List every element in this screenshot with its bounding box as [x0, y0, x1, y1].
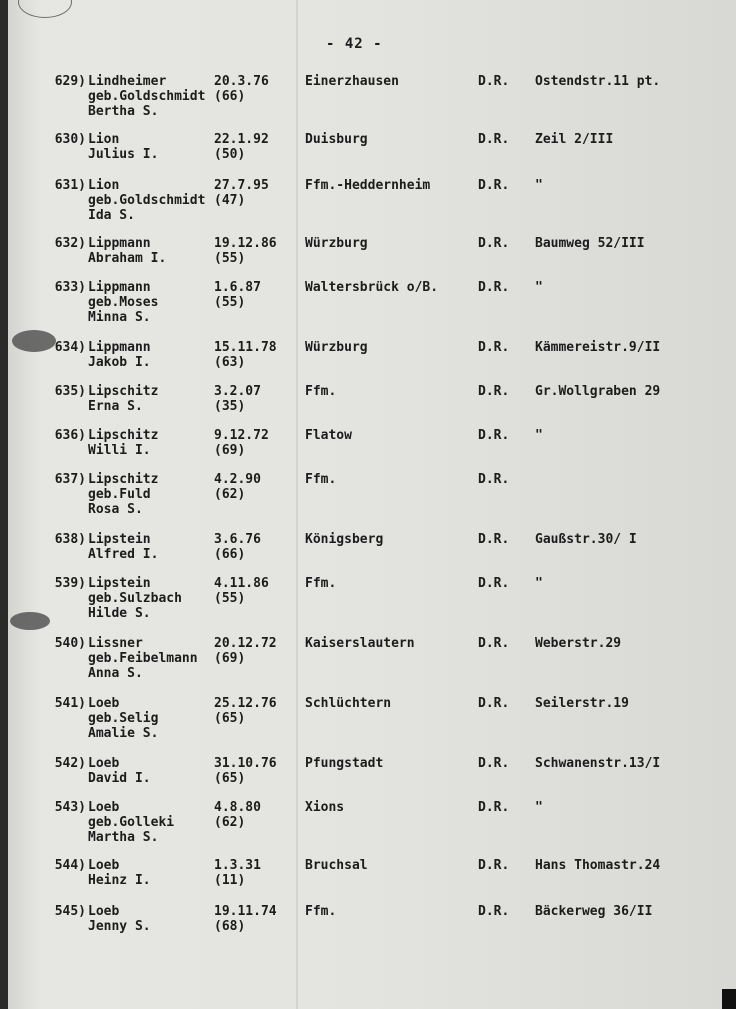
entry-status: D.R. — [478, 178, 510, 193]
entry-number: 637) — [54, 472, 86, 487]
entry-number: 539) — [54, 576, 86, 591]
ink-blot — [10, 612, 50, 630]
entry-birthplace: Ffm. — [305, 576, 337, 591]
entry-birthplace: Xions — [305, 800, 345, 815]
entry-number: 629) — [54, 74, 86, 89]
entry-address: " — [535, 428, 543, 443]
entry-number: 633) — [54, 280, 86, 295]
entry-name: Loeb geb.Selig Amalie S. — [88, 696, 159, 741]
scan-edge-left — [0, 0, 8, 1009]
entry-status: D.R. — [478, 858, 510, 873]
entry-name: Lipschitz Erna S. — [88, 384, 159, 414]
entry-birthdate: 25.12.76 (65) — [214, 696, 277, 726]
entry-status: D.R. — [478, 280, 510, 295]
entry-status: D.R. — [478, 384, 510, 399]
entry-birthdate: 20.3.76 (66) — [214, 74, 269, 104]
entry-address: Gaußstr.30/ I — [535, 532, 637, 547]
entry-status: D.R. — [478, 904, 510, 919]
entry-name: Lippmann geb.Moses Minna S. — [88, 280, 159, 325]
entry-number: 542) — [54, 756, 86, 771]
entry-birthdate: 1.6.87 (55) — [214, 280, 261, 310]
entry-birthplace: Pfungstadt — [305, 756, 384, 771]
entry-status: D.R. — [478, 74, 510, 89]
entry-name: Lippmann Jakob I. — [88, 340, 151, 370]
entry-birthdate: 4.2.90 (62) — [214, 472, 261, 502]
entry-number: 636) — [54, 428, 86, 443]
entry-number: 631) — [54, 178, 86, 193]
entry-address: " — [535, 800, 543, 815]
entry-name: Loeb Heinz I. — [88, 858, 151, 888]
entry-name: Lindheimer geb.Goldschmidt Bertha S. — [88, 74, 206, 119]
entry-name: Lipschitz Willi I. — [88, 428, 159, 458]
entry-address: Seilerstr.19 — [535, 696, 629, 711]
entry-name: Lippmann Abraham I. — [88, 236, 167, 266]
entry-address: Gr.Wollgraben 29 — [535, 384, 661, 399]
entry-name: Lipstein geb.Sulzbach Hilde S. — [88, 576, 182, 621]
entry-birthplace: Duisburg — [305, 132, 368, 147]
entry-status: D.R. — [478, 756, 510, 771]
entry-status: D.R. — [478, 340, 510, 355]
entry-birthplace: Ffm.-Heddernheim — [305, 178, 431, 193]
entry-address: " — [535, 280, 543, 295]
entry-birthplace: Ffm. — [305, 472, 337, 487]
entry-birthdate: 3.6.76 (66) — [214, 532, 261, 562]
entry-birthplace: Ffm. — [305, 904, 337, 919]
entry-address: " — [535, 576, 543, 591]
entry-birthdate: 19.12.86 (55) — [214, 236, 277, 266]
entry-birthplace: Flatow — [305, 428, 352, 443]
entry-birthdate: 15.11.78 (63) — [214, 340, 277, 370]
entry-name: Lipstein Alfred I. — [88, 532, 159, 562]
entry-name: Lissner geb.Feibelmann Anna S. — [88, 636, 198, 681]
entry-name: Loeb geb.Golleki Martha S. — [88, 800, 175, 845]
entry-status: D.R. — [478, 800, 510, 815]
entry-number: 540) — [54, 636, 86, 651]
entry-address: Bäckerweg 36/II — [535, 904, 653, 919]
entry-status: D.R. — [478, 532, 510, 547]
entry-number: 638) — [54, 532, 86, 547]
scan-edge-bottom — [722, 989, 736, 1009]
entry-status: D.R. — [478, 696, 510, 711]
entry-number: 545) — [54, 904, 86, 919]
entry-number: 634) — [54, 340, 86, 355]
entry-birthdate: 19.11.74 (68) — [214, 904, 277, 934]
page-number: - 42 - — [326, 36, 383, 52]
entry-name: Lion Julius I. — [88, 132, 159, 162]
entry-birthplace: Ffm. — [305, 384, 337, 399]
entry-number: 543) — [54, 800, 86, 815]
entry-address: Ostendstr.11 pt. — [535, 74, 661, 89]
entry-birthplace: Schlüchtern — [305, 696, 392, 711]
entry-birthdate: 1.3.31 (11) — [214, 858, 261, 888]
entry-birthdate: 3.2.07 (35) — [214, 384, 261, 414]
entry-address: Weberstr.29 — [535, 636, 622, 651]
entry-status: D.R. — [478, 132, 510, 147]
entry-status: D.R. — [478, 636, 510, 651]
entry-birthdate: 4.8.80 (62) — [214, 800, 261, 830]
entry-status: D.R. — [478, 472, 510, 487]
entry-address: Baumweg 52/III — [535, 236, 645, 251]
entry-birthdate: 27.7.95 (47) — [214, 178, 269, 208]
entry-name: Lipschitz geb.Fuld Rosa S. — [88, 472, 159, 517]
entry-birthdate: 31.10.76 (65) — [214, 756, 277, 786]
entry-name: Lion geb.Goldschmidt Ida S. — [88, 178, 206, 223]
stamp-mark — [18, 0, 72, 18]
entry-number: 630) — [54, 132, 86, 147]
entry-address: Schwanenstr.13/I — [535, 756, 661, 771]
entry-number: 632) — [54, 236, 86, 251]
entry-address: " — [535, 178, 543, 193]
entry-status: D.R. — [478, 576, 510, 591]
entry-status: D.R. — [478, 236, 510, 251]
entry-birthplace: Waltersbrück o/B. — [305, 280, 439, 295]
entry-status: D.R. — [478, 428, 510, 443]
entry-birthdate: 22.1.92 (50) — [214, 132, 269, 162]
entry-birthplace: Königsberg — [305, 532, 384, 547]
entry-address: Hans Thomastr.24 — [535, 858, 661, 873]
entry-address: Zeil 2/III — [535, 132, 614, 147]
entry-birthplace: Bruchsal — [305, 858, 368, 873]
entry-number: 635) — [54, 384, 86, 399]
entry-birthplace: Würzburg — [305, 340, 368, 355]
entry-birthplace: Kaiserslautern — [305, 636, 415, 651]
entry-number: 544) — [54, 858, 86, 873]
entry-birthdate: 4.11.86 (55) — [214, 576, 269, 606]
entry-name: Loeb Jenny S. — [88, 904, 151, 934]
entry-address: Kämmereistr.9/II — [535, 340, 661, 355]
entry-birthplace: Einerzhausen — [305, 74, 399, 89]
entry-birthdate: 9.12.72 (69) — [214, 428, 269, 458]
entry-birthplace: Würzburg — [305, 236, 368, 251]
page-fold-line — [296, 0, 298, 1009]
entry-birthdate: 20.12.72 (69) — [214, 636, 277, 666]
entry-number: 541) — [54, 696, 86, 711]
entry-name: Loeb David I. — [88, 756, 151, 786]
